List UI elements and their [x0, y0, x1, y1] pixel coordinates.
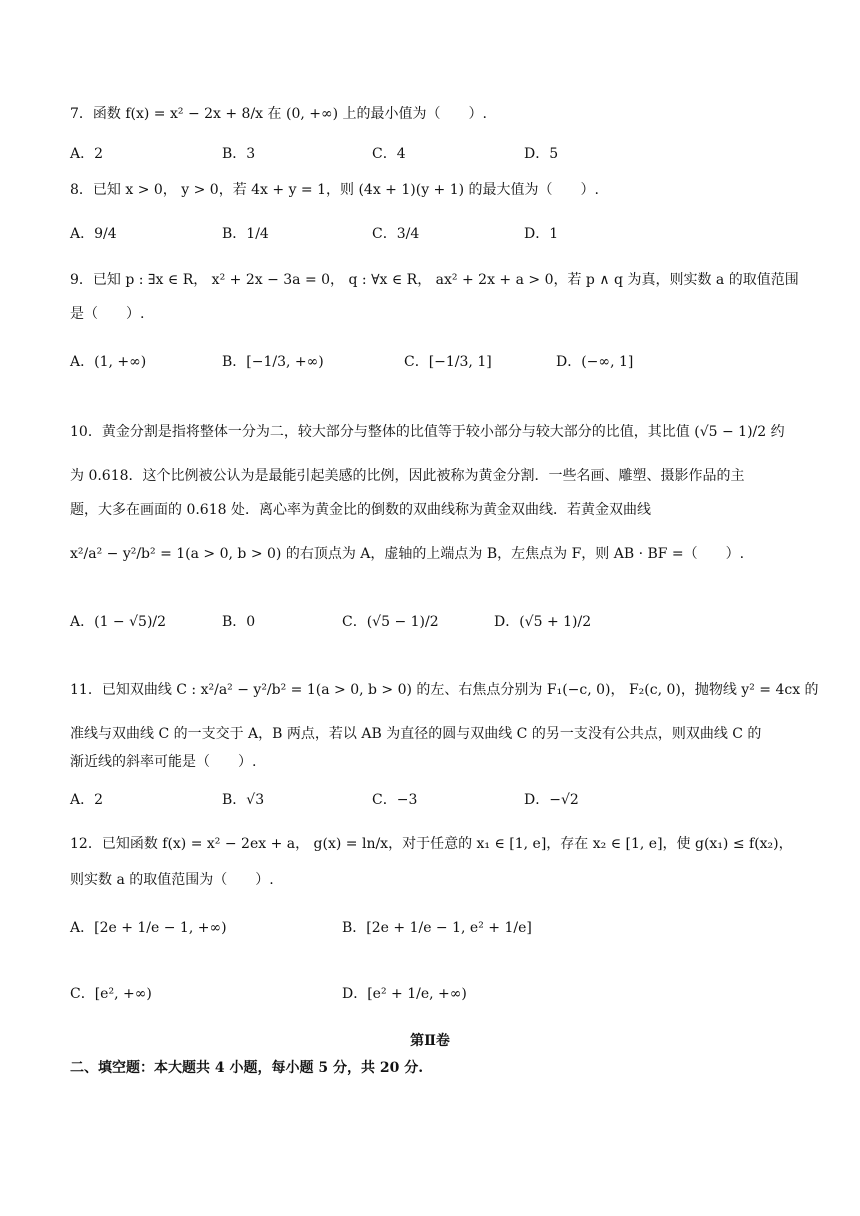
q10-option-a: A．(1 − √5)/2 — [70, 614, 167, 630]
q11-option-a: A．2 — [70, 792, 104, 808]
q10-line1: 10．黄金分割是指将整体一分为二，较大部分与整体的比值等于较小部分与较大部分的比值，其比值 (√5 − 1)/2 约 — [70, 424, 785, 440]
q10-line3: 题，大多在画面的 0.618 处．离心率为黄金比的倒数的双曲线称为黄金双曲线．若黄金双曲线 — [70, 502, 651, 518]
q12-option-a: A．[2e + 1/e − 1, +∞) — [70, 920, 227, 936]
q12-line2: 则实数 a 的取值范围为（ ）. — [70, 872, 274, 888]
q11-line3: 渐近线的斜率可能是（ ）. — [70, 754, 257, 770]
q8-stem: 8．已知 x > 0， y > 0，若 4x + y = 1，则 (4x + 1)(y + 1) 的最大值为（ ）. — [70, 182, 600, 198]
q9-option-c: C．[−1/3, 1] — [404, 354, 492, 370]
q8-option-c: C．3/4 — [372, 226, 420, 242]
q12-option-b: B．[2e + 1/e − 1, e² + 1/e] — [342, 920, 532, 936]
q11-line1: 11．已知双曲线 C : x²/a² − y²/b² = 1(a > 0, b > 0) 的左、右焦点分别为 F₁(−c, 0)， F₂(c, 0)，抛物线 y² = 4cx 的 — [70, 682, 819, 698]
q8-option-d: D．1 — [524, 226, 559, 242]
q9-option-d: D．(−∞, 1] — [556, 354, 634, 370]
q11-option-c: C．−3 — [372, 792, 418, 808]
q7-option-a: A．2 — [70, 146, 104, 162]
q12-option-d: D．[e² + 1/e, +∞) — [342, 986, 467, 1002]
q8-option-a: A．9/4 — [70, 226, 117, 242]
q12-line1: 12．已知函数 f(x) = x² − 2ex + a， g(x) = ln/x，对于任意的 x₁ ∈ [1, e]，存在 x₂ ∈ [1, e]，使 g(x₁) ≤ f(x₂)， — [70, 836, 793, 852]
section-subtitle — [70, 1058, 423, 1078]
q10-option-d: D．(√5 + 1)/2 — [494, 614, 592, 630]
q7-option-d: D．5 — [524, 146, 559, 162]
q10-line2: 为 0.618．这个比例被公认为是最能引起美感的比例，因此被称为黄金分割．一些名画、雕塑、摄影作品的主 — [70, 468, 745, 484]
q8-option-b: B．1/4 — [222, 226, 269, 242]
section-subtitle-text: 二、填空题：本大题共 4 小题，每小题 5 分，共 20 分. — [70, 1060, 424, 1076]
q9-option-b: B．[−1/3, +∞) — [222, 354, 324, 370]
q9-stem-line1: 9．已知 p : ∃x ∈ R， x² + 2x − 3a = 0， q : ∀x ∈ R， ax² + 2x + a > 0，若 p ∧ q 为真，则实数 a 的取值范围 — [70, 272, 799, 288]
q10-option-c: C．(√5 − 1)/2 — [342, 614, 439, 630]
q11-option-d: D．−√2 — [524, 792, 579, 808]
q7-option-b: B．3 — [222, 146, 256, 162]
q9-option-a: A．(1, +∞) — [70, 354, 147, 370]
q11-line2: 准线与双曲线 C 的一支交于 A，B 两点，若以 AB 为直径的圆与双曲线 C 的另一支没有公共点，则双曲线 C 的 — [70, 726, 762, 742]
q7-stem-text: 7．函数 f(x) = x² − 2x + 8/x 在 (0, +∞) 上的最小值为（ ）. — [70, 106, 488, 122]
q10-option-b: B．0 — [222, 614, 256, 630]
q7-stem — [70, 104, 487, 124]
q11-option-b: B．√3 — [222, 792, 265, 808]
q12-option-c: C．[e², +∞) — [70, 986, 152, 1002]
q10-line4: x²/a² − y²/b² = 1(a > 0, b > 0) 的右顶点为 A，虚轴的上端点为 B，左焦点为 F，则 AB · BF =（ ）. — [70, 546, 745, 562]
q9-stem-line2: 是（ ）. — [70, 306, 145, 322]
section-title: 第Ⅱ卷 — [410, 1033, 450, 1049]
q7-option-c: C．4 — [372, 146, 406, 162]
